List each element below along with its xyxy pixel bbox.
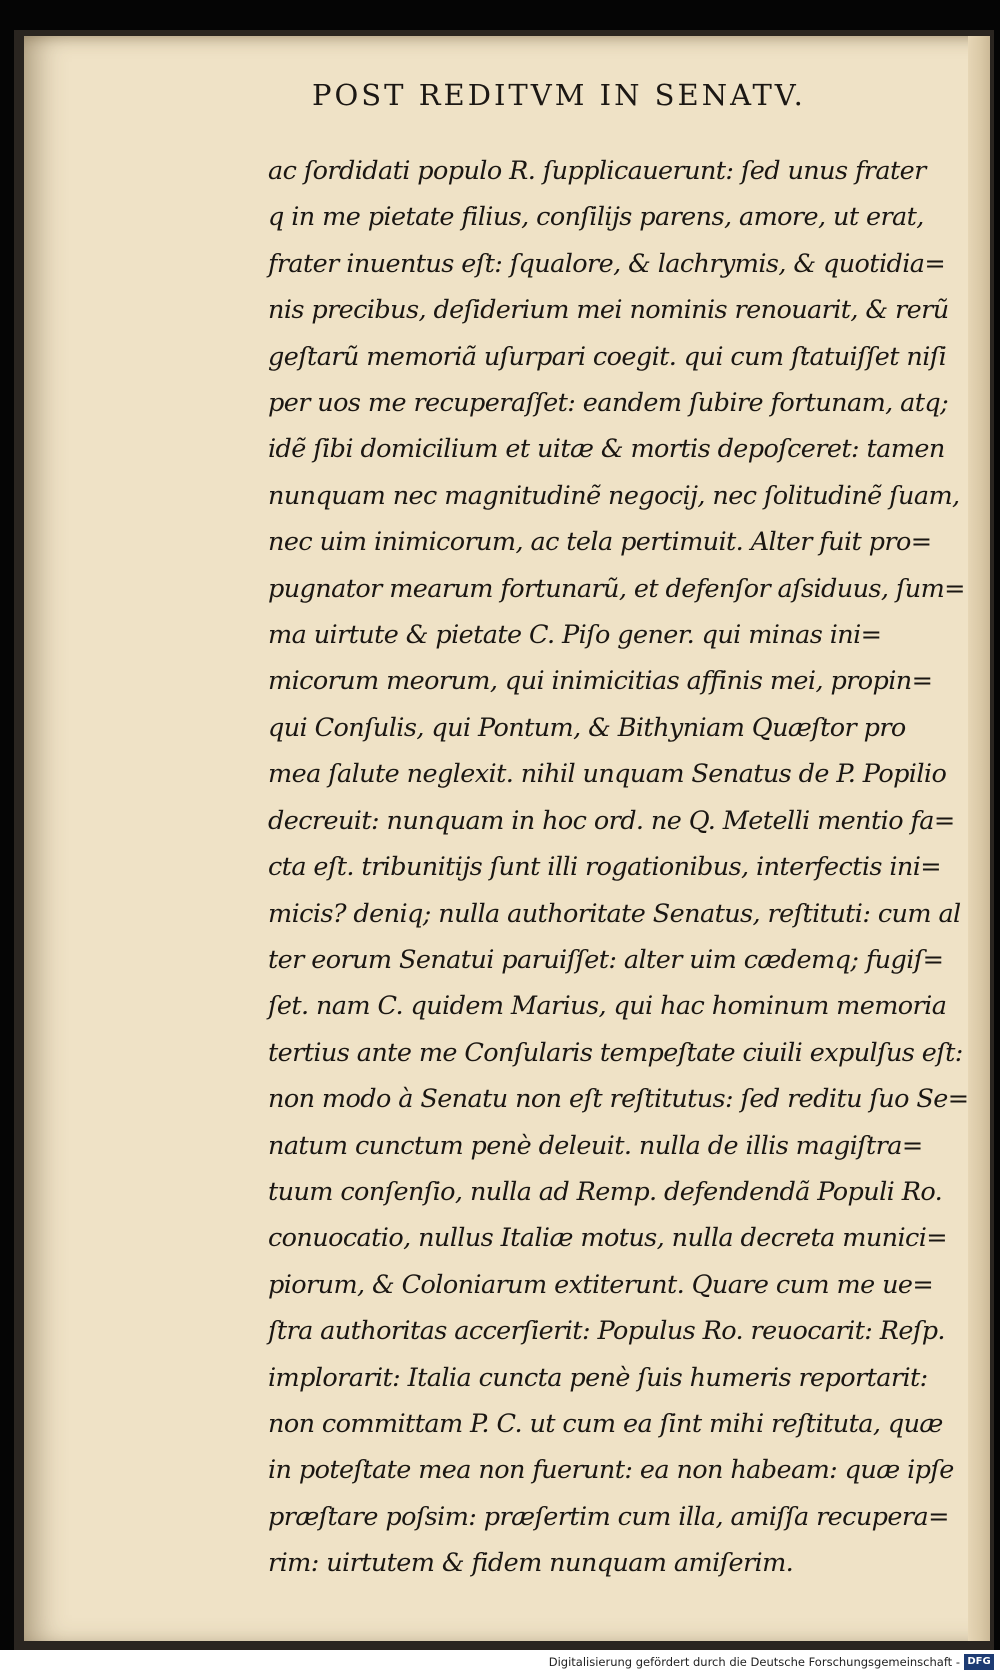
- text-line: micorum meorum, qui inimicitias affinis mei, propin=: [268, 666, 933, 697]
- text-line: tuum conſenſio, nulla ad Remp. defendendã Populi Ro.: [268, 1176, 943, 1207]
- text-line: ma uirtute & pietate C. Piſo gener. qui minas ini=: [268, 620, 882, 651]
- dfg-logo-icon: DFG: [964, 1654, 994, 1670]
- text-line: micis? deniq; nulla authoritate Senatus, reſtituti: cum al: [268, 898, 961, 929]
- text-line: rim: uirtutem & fidem nunquam amiſerim.: [268, 1548, 794, 1579]
- text-line: nunquam nec magnitudinẽ negocij, nec ſolitudinẽ ſuam,: [268, 480, 960, 511]
- text-line: non committam P. C. ut cum ea ſint mihi reſtituta, quæ: [268, 1408, 943, 1439]
- page-edge: [968, 36, 990, 1641]
- text-line: implorarit: Italia cuncta penè ſuis humeris reportarit:: [268, 1362, 928, 1393]
- text-line: decreuit: nunquam in hoc ord. ne Q. Metelli mentio fa=: [268, 805, 955, 836]
- text-line: natum cunctum penè deleuit. nulla de illis magiſtra=: [268, 1130, 923, 1161]
- text-line: præſtare poſsim: præſertim cum illa, amiſſa recupera=: [268, 1501, 949, 1532]
- text-line: non modo à Senatu non eſt reſtitutus: ſed reditu ſuo Se=: [268, 1084, 969, 1115]
- text-line: mea ſalute neglexit. nihil unquam Senatus de P. Popilio: [268, 759, 947, 790]
- text-line: idẽ ſibi domicilium et uitæ & mortis depoſceret: tamen: [268, 434, 945, 465]
- text-line: frater inuentus eſt: ſqualore, & lachrymis, & quotidia=: [268, 248, 946, 279]
- text-line: nis precibus, deſiderium mei nominis renouarit, & rerũ: [268, 295, 949, 326]
- text-line: conuocatio, nullus Italiæ motus, nulla decreta munici=: [268, 1223, 948, 1254]
- running-head: POST REDITVM IN SENATV.: [312, 78, 806, 112]
- text-line: geſtarũ memoriã uſurpari coegit. qui cum ſtatuiſſet niſi: [268, 341, 947, 372]
- text-line: ſtra authoritas accerſierit: Populus Ro. reuocarit: Reſp.: [268, 1316, 945, 1347]
- text-line: tertius ante me Conſularis tempeſtate ciuili expulſus eſt:: [268, 1037, 963, 1068]
- text-line: piorum, & Coloniarum extiterunt. Quare cum me ue=: [268, 1269, 934, 1300]
- text-line: qui Conſulis, qui Pontum, & Bithyniam Quæſtor pro: [268, 712, 906, 743]
- text-line: ter eorum Senatui paruiſſet: alter uim cædemq; fugiſ=: [268, 944, 944, 975]
- text-line: in poteſtate mea non fuerunt: ea non habeam: quæ ipſe: [268, 1455, 954, 1486]
- text-line: q in me pietate filius, conſilijs parens, amore, ut erat,: [268, 202, 924, 233]
- text-line: nec uim inimicorum, ac tela pertimuit. Alter fuit pro=: [268, 527, 932, 558]
- funding-credit: Digitalisierung gefördert durch die Deutsche Forschungsgemeinschaft -: [548, 1655, 960, 1669]
- text-line: per uos me recuperaſſet: eandem ſubire fortunam, atq;: [268, 388, 949, 419]
- footer-bar: [0, 1650, 1000, 1675]
- text-line: cta eſt. tribunitijs ſunt illi rogationibus, interfectis ini=: [268, 852, 942, 883]
- text-line: pugnator mearum fortunarũ, et defenſor aſsiduus, ſum=: [268, 573, 965, 604]
- text-block: [268, 148, 969, 1587]
- text-line: ſet. nam C. quidem Marius, qui hac hominum memoria: [268, 991, 947, 1022]
- text-line: ac ſordidati populo R. ſupplicauerunt: ſed unus frater: [268, 156, 926, 186]
